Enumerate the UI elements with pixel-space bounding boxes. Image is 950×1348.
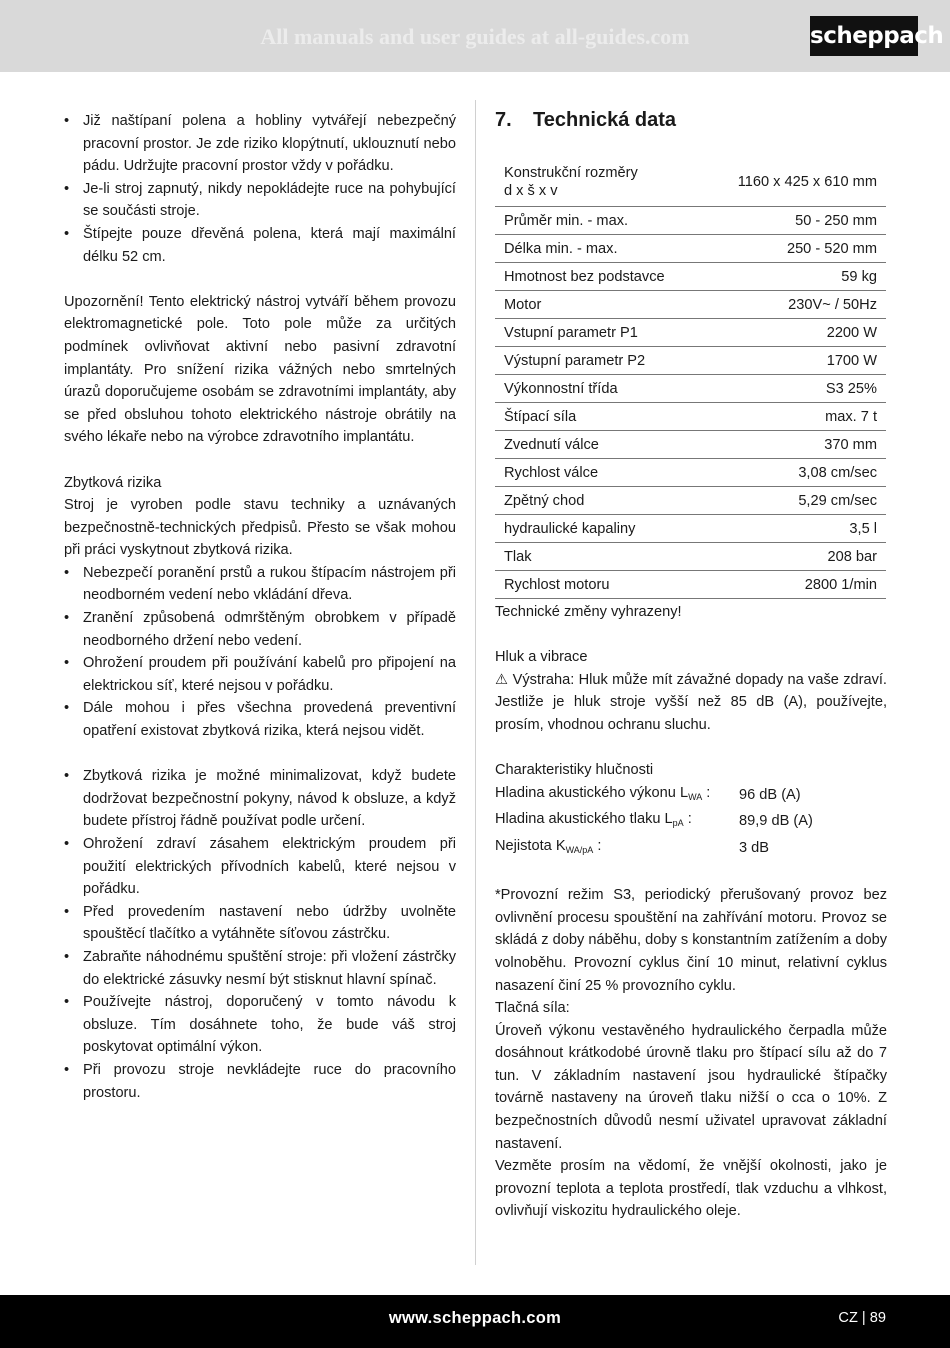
spec-value: 59 kg — [703, 263, 886, 291]
spec-label: Zvednutí válce — [495, 431, 703, 459]
spec-label: Vstupní parametr P1 — [495, 319, 703, 347]
table-row — [495, 207, 886, 235]
page-number: CZ | 89 — [838, 1310, 886, 1326]
push-force-title: Tlačná síla: — [495, 1000, 570, 1017]
acoustic-values — [495, 782, 813, 862]
table-row — [495, 431, 886, 459]
spec-value: max. 7 t — [703, 403, 886, 431]
table-row — [495, 571, 886, 599]
left-column — [64, 110, 456, 1104]
list-item: • Nebezpečí poranění prstů a rukou štípacím nástrojem při neodborném vedení nebo vkládání dřeva. — [64, 562, 456, 607]
spec-value: 370 mm — [703, 431, 886, 459]
table-row — [495, 459, 886, 487]
spec-label: Zpětný chod — [495, 487, 703, 515]
acoustic-label-text: Nejistota K — [495, 837, 566, 854]
spec-label: Konstrukční rozměry d x š x v — [495, 156, 703, 207]
acoustic-value: 3 dB — [739, 839, 770, 856]
list-item: • Před provedením nastavení nebo údržby uvolněte spouštěcí tlačítko a vytáhněte síťovou zástrčku. — [64, 901, 456, 946]
website-link[interactable]: www.scheppach.com — [388, 1309, 562, 1327]
list-item: • Zbytková rizika je možné minimalizovat, když budete dodržovat bezpečnostní pokyny, návod k obsluze, a když budete přístroj řádně používat podle určení. — [64, 765, 456, 833]
footer-bar — [0, 1295, 950, 1348]
spec-label: Průměr min. - max. — [495, 207, 703, 235]
spec-value: 1700 W — [703, 347, 886, 375]
spec-label: Výstupní parametr P2 — [495, 347, 703, 375]
right-column — [495, 104, 887, 1223]
spec-value: 3,08 cm/sec — [703, 459, 886, 487]
acoustic-row — [495, 835, 813, 862]
spec-label: Tlak — [495, 543, 703, 571]
spec-value: S3 25% — [703, 375, 886, 403]
residual-risks-title: Zbytková rizika — [64, 474, 162, 491]
acoustic-label — [495, 808, 739, 835]
residual-risks-intro: Stroj je vyroben podle stavu techniky a uznávaných bezpečnostně-technických předpisů. Přesto se však mohou při práci vyskytnout zbytková rizika. — [64, 497, 456, 559]
operating-mode-note: *Provozní režim S3, periodický přerušovaný provoz bez ovlivnění procesu spouštění na zahřívání motoru. Provoz se skládá z doby náběhu, doby s konstantním zatížením a doby volnoběhu. Provozní cyklus činí 10 minut, relativní cyklus nasazení činí 25 % provozního cyklu. — [495, 887, 887, 994]
spec-label: Motor — [495, 291, 703, 319]
spec-value: 208 bar — [703, 543, 886, 571]
table-row — [495, 515, 886, 543]
list-item: • Dále mohou i přes všechna provedená preventivní opatření existovat zbytková rizika, která nejsou vidět. — [64, 697, 456, 742]
noise-characteristics-title: Charakteristiky hlučnosti — [495, 762, 654, 779]
spec-label: Rychlost motoru — [495, 571, 703, 599]
spec-value: 2200 W — [703, 319, 886, 347]
acoustic-row — [495, 782, 813, 809]
acoustic-label — [495, 835, 739, 862]
acoustic-separator: : — [683, 811, 692, 828]
spec-label: Štípací síla — [495, 403, 703, 431]
list-item: • Zabraňte náhodnému spuštění stroje: při vložení zástrčky do elektrické zásuvky nesmí být stisknut hlavní spínač. — [64, 946, 456, 991]
safety-bullets — [64, 110, 456, 268]
list-item: • Ohrožení zdraví zásahem elektrickým proudem při použití elektrických přívodních kabelů, které nejsou v pořádku. — [64, 833, 456, 901]
acoustic-row — [495, 808, 813, 835]
table-row — [495, 291, 886, 319]
push-force-text: Úroveň výkonu vestavěného hydraulického čerpadla může dosáhnout krátkodobé úrovně tlaku pro štípací sílu až do 7 tun. V základním nastavení jsou hydraulické štípačky továrně nastaveny na úroveň tlaku nižší o cca o 10%. Z bezpečnostních důvodů nesmí uživatel upravovat základní nastavení. — [495, 1022, 887, 1152]
table-row — [495, 156, 886, 207]
acoustic-subscript: pA — [672, 818, 684, 829]
spec-label: Délka min. - max. — [495, 235, 703, 263]
spec-value: 2800 1/min — [703, 571, 886, 599]
noise-title: Hluk a vibrace — [495, 649, 588, 666]
acoustic-subscript: WA/pA — [565, 844, 594, 855]
technical-changes-note: Technické změny vyhrazeny! — [495, 604, 682, 620]
list-item: • Již naštípaní polena a hobliny vytvářejí nebezpečný pracovní prostor. Je zde riziko klopýtnutí, uklouznutí nebo pádu. Udržujte pracovní prostor vždy v pořádku. — [64, 110, 456, 178]
table-row — [495, 347, 886, 375]
column-divider — [475, 100, 476, 1265]
risk-minimization-list — [64, 765, 456, 1104]
table-row — [495, 543, 886, 571]
emf-warning: Upozornění! Tento elektrický nástroj vytváří během provozu elektromagnetické pole. Toto pole může za určitých podmínek ovlivňovat aktivní nebo pasivní zdravotní implantáty. Pro snížení rizika vážných nebo smrtelných úrazů doporučujeme osobám se zdravotními implantáty, aby se před obsluhou tohoto elektrického nástroje obrátily na svého lékaře nebo na výrobce zdravotního implantátu. — [64, 293, 456, 446]
acoustic-value: 89,9 dB (A) — [739, 813, 813, 830]
spec-label: hydraulické kapaliny — [495, 515, 703, 543]
list-item: • Zranění způsobená odmrštěným obrobkem v případě neodborného držení nebo vedení. — [64, 607, 456, 652]
list-item: • Ohrožení proudem při používání kabelů pro připojení na elektrickou síť, které nejsou v pořádku. — [64, 652, 456, 697]
spec-label: Hmotnost bez podstavce — [495, 263, 703, 291]
acoustic-subscript: WA — [688, 791, 703, 802]
list-item: • Používejte nástroj, doporučený v tomto návodu k obsluze. Tím dosáhnete toho, že bude váš stroj poskytovat optimální výkon. — [64, 991, 456, 1059]
watermark-text: All manuals and user guides at all-guides.com — [260, 24, 690, 49]
spec-label: Výkonnostní třída — [495, 375, 703, 403]
spec-value: 5,29 cm/sec — [703, 487, 886, 515]
table-row — [495, 375, 886, 403]
table-row — [495, 235, 886, 263]
residual-risks-list — [64, 562, 456, 743]
table-row — [495, 319, 886, 347]
spec-label: Rychlost válce — [495, 459, 703, 487]
list-item: • Při provozu stroje nevkládejte ruce do pracovního prostoru. — [64, 1059, 456, 1104]
section-heading — [495, 104, 887, 136]
technical-data-table — [495, 156, 886, 599]
acoustic-separator: : — [593, 837, 602, 854]
environment-note: Vezměte prosím na vědomí, že vnější okolnosti, jako je provozní teplota a teplota prostředí, tlak vzduchu a vlhkost, ovlivňují viskozitu hydraulického oleje. — [495, 1158, 887, 1220]
spec-value: 250 - 520 mm — [703, 235, 886, 263]
spec-value: 3,5 l — [703, 515, 886, 543]
section-number: 7. — [495, 109, 512, 131]
acoustic-label — [495, 782, 739, 809]
acoustic-separator: : — [702, 784, 711, 801]
spec-value: 230V~ / 50Hz — [703, 291, 886, 319]
table-row — [495, 263, 886, 291]
top-bar — [0, 0, 950, 72]
scheppach-logo: scheppach — [810, 16, 918, 56]
spec-value: 50 - 250 mm — [703, 207, 886, 235]
acoustic-value: 96 dB (A) — [739, 786, 801, 803]
noise-warning: ⚠ Výstraha: Hluk může mít závažné dopady na vaše zdraví. Jestliže je hluk stroje vyšší než 85 dB (A), používejte, prosím, vhodnou ochranu sluchu. — [495, 671, 887, 733]
spec-value: 1160 x 425 x 610 mm — [703, 156, 886, 207]
acoustic-label-text: Hladina akustického tlaku L — [495, 811, 673, 828]
acoustic-label-text: Hladina akustického výkonu L — [495, 784, 689, 801]
list-item: • Je-li stroj zapnutý, nikdy nepokládejte ruce na pohybující se součásti stroje. — [64, 178, 456, 223]
table-row — [495, 487, 886, 515]
section-title: Technická data — [533, 109, 677, 131]
list-item: • Štípejte pouze dřevěná polena, která mají maximální délku 52 cm. — [64, 223, 456, 268]
table-row — [495, 403, 886, 431]
